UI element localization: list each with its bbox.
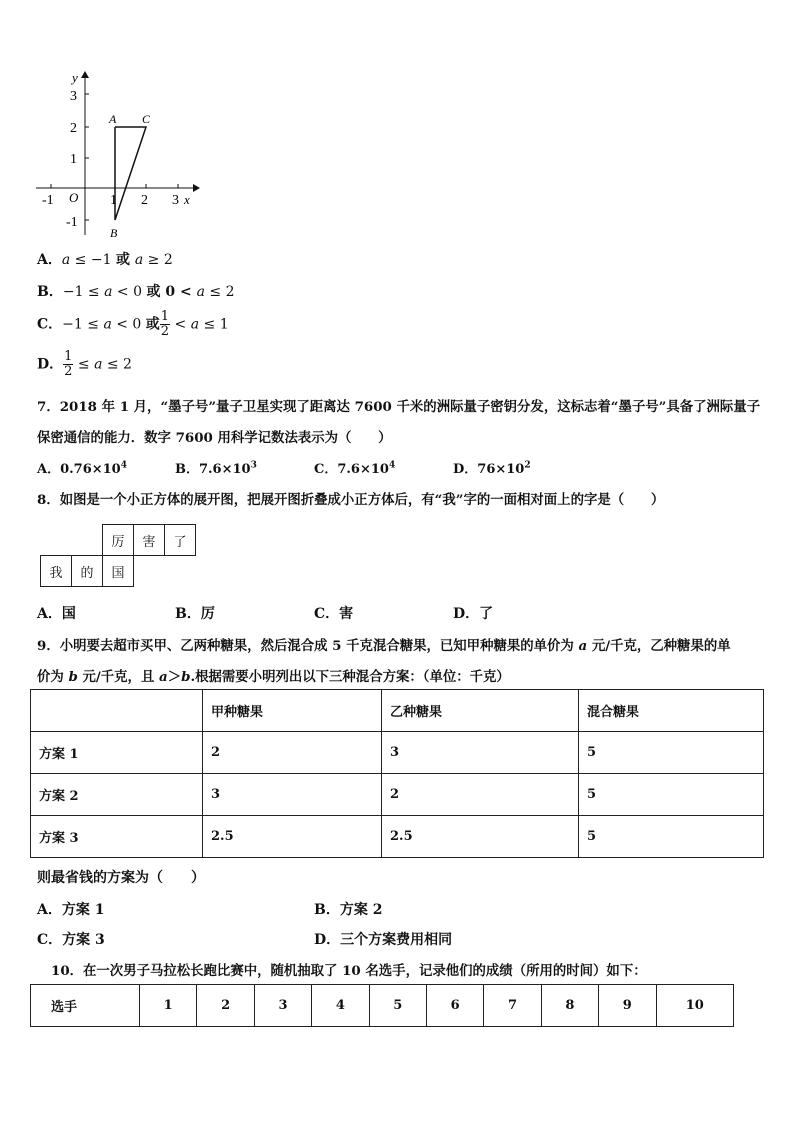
table-cell: 10 <box>656 985 733 1027</box>
q8-option-c: C．害 <box>314 606 354 622</box>
q6-option-a: A．a ≤ −1 或 a ≥ 2 <box>37 252 173 268</box>
point-b-label: B <box>110 226 118 240</box>
table-cell: 5 <box>579 774 764 816</box>
q9-option-a: A．方案 1 <box>37 902 105 918</box>
x-tick-neg1: -1 <box>42 193 54 208</box>
axis-y-label: y <box>72 70 78 85</box>
table-cell: 5 <box>369 985 426 1027</box>
table-cell: 方案 2 <box>31 774 203 816</box>
q7-option-b: B．$7.6\times 10^3$ <box>175 460 257 477</box>
table-cell: 3 <box>203 774 382 816</box>
q9-option-d: D．三个方案费用相同 <box>314 932 453 948</box>
point-a-label: A <box>109 112 117 126</box>
table-cell: 5 <box>579 732 764 774</box>
q7-option-d: D．$76\times 10^2$ <box>453 460 531 477</box>
x-tick-3: 3 <box>172 193 179 208</box>
table-cell: 方案 3 <box>31 816 203 858</box>
table-row <box>31 774 764 816</box>
q8-option-a: A．国 <box>37 606 76 622</box>
table-row <box>31 985 734 1027</box>
marathon-table <box>30 984 734 1027</box>
net-cell-bottom-2: 的 <box>72 556 103 587</box>
table-cell: 6 <box>426 985 483 1027</box>
q9-option-b: B．方案 2 <box>314 902 383 918</box>
x-tick-1: 1 <box>110 193 117 208</box>
point-c-label: C <box>142 112 151 126</box>
table-header-cell <box>31 690 203 732</box>
candy-plan-table <box>30 689 764 858</box>
origin-label: O <box>69 190 79 205</box>
q8-option-b: B．厉 <box>175 606 215 622</box>
q9-stem-line1: 9．小明要去超市买甲、乙两种糖果，然后混合成 5 千克混合糖果，已知甲种糖果的单价为 a 元/千克，乙种糖果的单 <box>37 638 731 654</box>
table-header-cell: 乙种糖果 <box>382 690 579 732</box>
q7-option-c: C．$7.6\times 10^4$ <box>314 460 396 477</box>
q6-option-b: B．−1 ≤ a < 0 或 0 < a ≤ 2 <box>37 284 235 300</box>
table-cell: 7 <box>484 985 541 1027</box>
q9-question: 则最省钱的方案为（ ） <box>37 870 205 886</box>
coordinate-graph <box>30 70 200 245</box>
q10-stem: 10．在一次男子马拉松长跑比赛中，随机抽取了 10 名选手，记录他们的成绩（所用的时间）如下： <box>51 963 647 979</box>
table-cell: 2.5 <box>382 816 579 858</box>
y-tick-neg1: -1 <box>66 215 78 230</box>
table-cell: 1 <box>140 985 197 1027</box>
table-header-cell: 混合糖果 <box>579 690 764 732</box>
x-tick-2: 2 <box>141 193 148 208</box>
table-cell: 2 <box>382 774 579 816</box>
q6-option-d: D． $\frac{1}{2}$ ≤ a ≤ 2 <box>37 349 132 379</box>
table-cell: 3 <box>254 985 311 1027</box>
cube-net <box>40 524 196 587</box>
q7-stem-line1: 7．2018 年 1 月，“墨子号”量子卫星实现了距离达 7600 千米的洲际量子密钥分发，这标志着“墨子号”具备了洲际量子 <box>37 399 761 415</box>
table-row <box>31 732 764 774</box>
table-cell: 方案 1 <box>31 732 203 774</box>
y-tick-2: 2 <box>70 121 77 136</box>
table-cell: 2.5 <box>203 816 382 858</box>
table-cell: 2 <box>203 732 382 774</box>
table-header-cell: 甲种糖果 <box>203 690 382 732</box>
table-cell: 选手 <box>31 985 140 1027</box>
table-cell: 3 <box>382 732 579 774</box>
table-cell: 4 <box>312 985 369 1027</box>
net-cell-bottom-3: 国 <box>103 556 134 587</box>
table-header-row <box>31 690 764 732</box>
net-cell-top-2: 害 <box>134 525 165 556</box>
table-cell: 8 <box>541 985 598 1027</box>
fraction-one-half: $\frac{1}{2}$ <box>160 309 170 339</box>
q9-option-c: C．方案 3 <box>37 932 105 948</box>
table-cell: 2 <box>197 985 254 1027</box>
y-tick-3: 3 <box>70 89 77 104</box>
fraction-one-half: $\frac{1}{2}$ <box>64 349 73 379</box>
q8-option-d: D．了 <box>453 606 494 622</box>
net-cell-top-3: 了 <box>165 525 196 556</box>
q8-stem: 8．如图是一个小正方体的展开图，把展开图折叠成小正方体后，有“我”字的一面相对面上的字是（ ） <box>37 492 665 508</box>
table-cell: 5 <box>579 816 764 858</box>
q9-stem-line2: 价为 b 元/千克，且 a＞b.根据需要小明列出以下三种混合方案：（单位：千克） <box>37 669 510 685</box>
q7-stem-line2: 保密通信的能力．数字 7600 用科学记数法表示为（ ） <box>37 430 392 446</box>
q6-option-c: C．−1 ≤ a < 0 或 $\frac{1}{2}$ < a ≤ 1 <box>37 309 229 339</box>
y-tick-1: 1 <box>70 152 77 167</box>
table-row <box>31 816 764 858</box>
axis-x-label: x <box>184 192 190 207</box>
q7-option-a: A．$0.76\times 10^4$ <box>37 460 127 477</box>
table-cell: 9 <box>599 985 656 1027</box>
net-cell-top-1: 厉 <box>103 525 134 556</box>
net-cell-bottom-1: 我 <box>41 556 72 587</box>
